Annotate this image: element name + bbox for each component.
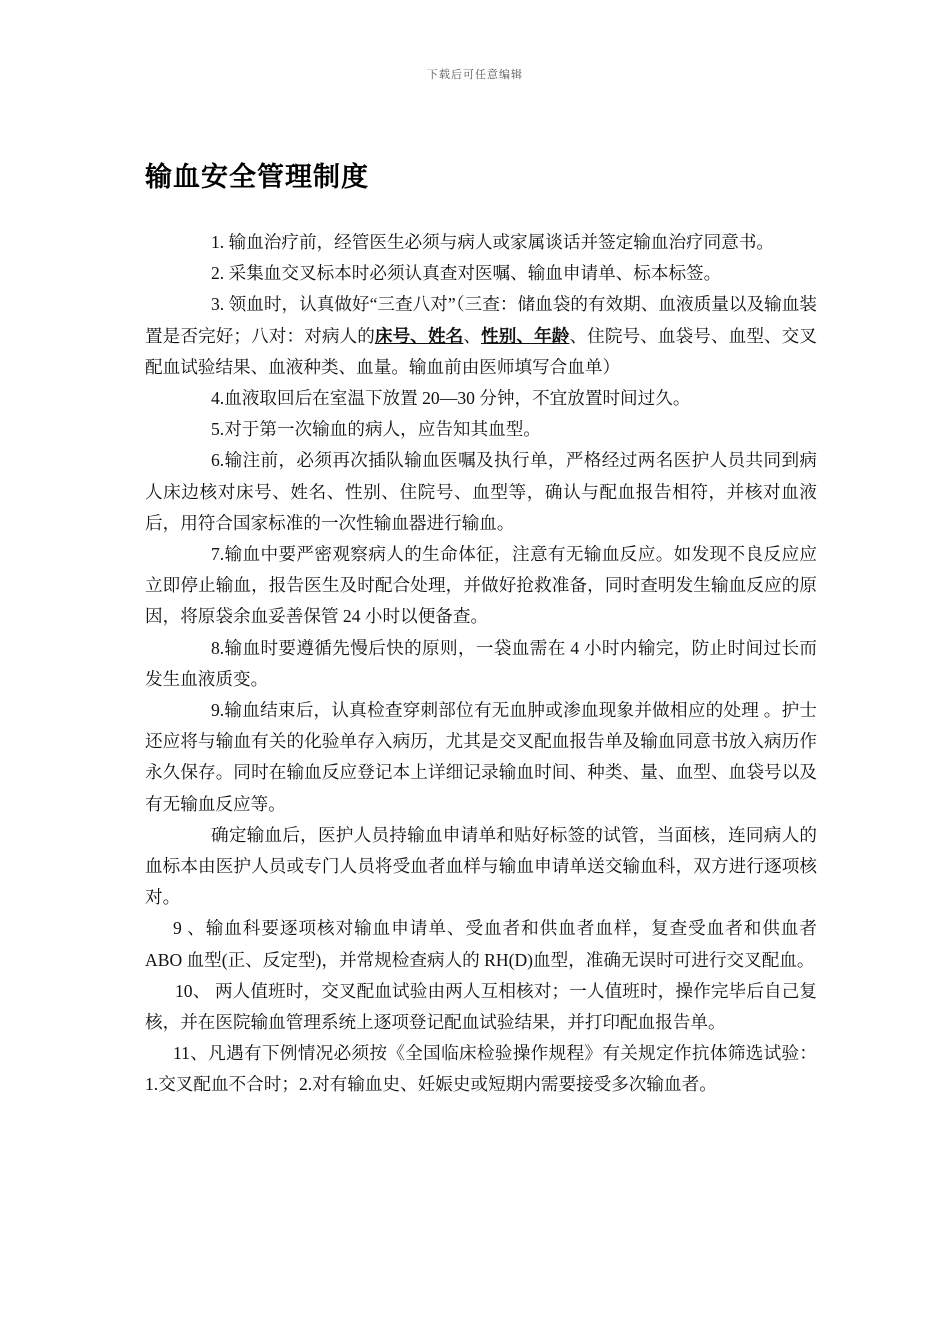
paragraph-3 [145, 289, 817, 383]
paragraph-1: 1. 输血治疗前，经管医生必须与病人或家属谈话并签定输血治疗同意书。 [211, 232, 775, 252]
paragraph-12: 10、 两人值班时，交叉配血试验由两人互相核对；一人值班时，操作完毕后自己复核，并在医院输血管理系统上逐项登记配血试验结果，并打印配血报告单。 [145, 980, 817, 1033]
emphasis-bed-name: 床号、姓名 [374, 325, 464, 346]
paragraph-11: 9 、输血科要逐项核对输血申请单、受血者和供血者血样，复查受血者和供血者 ABO 血型(正、反定型)，并常规检查病人的 RH(D)血型，准确无误时可进行交叉配血。 [145, 918, 817, 970]
paragraph-3-separator: 、 [463, 325, 482, 346]
paragraph-2: 2. 采集血交叉标本时必须认真查对医嘱、输血申请单、标本标签。 [211, 263, 722, 284]
paragraph-3-text-a: 3. 领血时，认真做好“三查八对”（三查：储血袋的有效期、血液质量以及输血装置是否完好；八对：对病人的 [145, 294, 817, 346]
paragraph-3-text-b: 、住院号、血袋号、血型、交叉配血试验结果、血液种类、血量。输血前由医师填写合血单） [145, 325, 817, 377]
paragraph-9: 9.输血结束后，认真检查穿刺部位有无血肿或渗血现象并做相应的处理 。护士还应将与输血有关的化验单存入病历，尤其是交叉配血报告单及输血同意书放入病历作永久保存。同时在输血反应登记本上详细记录输血时间、种类、量、血型、血袋号以及有无输血反应等。 [145, 700, 817, 814]
document-title: 输血安全管理制度 [145, 162, 369, 192]
paragraph-7: 7.输血中要严密观察病人的生命体征，注意有无输血反应。如发现不良反应应立即停止输血，报告医生及时配合处理，并做好抢救准备，同时查明发生输血反应的原因，将原袋余血妥善保管 24 小时以便备查。 [145, 544, 817, 627]
header-note: 下载后可任意编辑 [427, 69, 523, 81]
paragraph-13: 11、凡遇有下例情况必须按《全国临床检验操作规程》有关规定作抗体筛选试验：1.交叉配血不合时；2.对有输血史、妊娠史或短期内需要接受多次输血者。 [145, 1043, 817, 1095]
paragraph-5: 5.对于第一次输血的病人，应告知其血型。 [211, 419, 541, 440]
emphasis-gender-age: 性别、年龄 [481, 325, 570, 346]
paragraph-6: 6.输注前，必须再次插队输血医嘱及执行单，严格经过两名医护人员共同到病人床边核对床号、姓名、性别、住院号、血型等，确认与配血报告相符，并核对血液后，用符合国家标准的一次性输血器进行输血。 [145, 450, 817, 533]
paragraph-4: 4.血液取回后在室温下放置 20—30 分钟，不宜放置时间过久。 [211, 388, 691, 409]
paragraph-10: 确定输血后，医护人员持输血申请单和贴好标签的试管，当面核，连同病人的血标本由医护人员或专门人员将受血者血样与输血申请单送交输血科，双方进行逐项核对。 [145, 824, 817, 908]
paragraph-8: 8.输血时要遵循先慢后快的原则，一袋血需在 4 小时内输完，防止时间过长而发生血液质变。 [145, 637, 817, 689]
document-body [145, 227, 817, 1101]
